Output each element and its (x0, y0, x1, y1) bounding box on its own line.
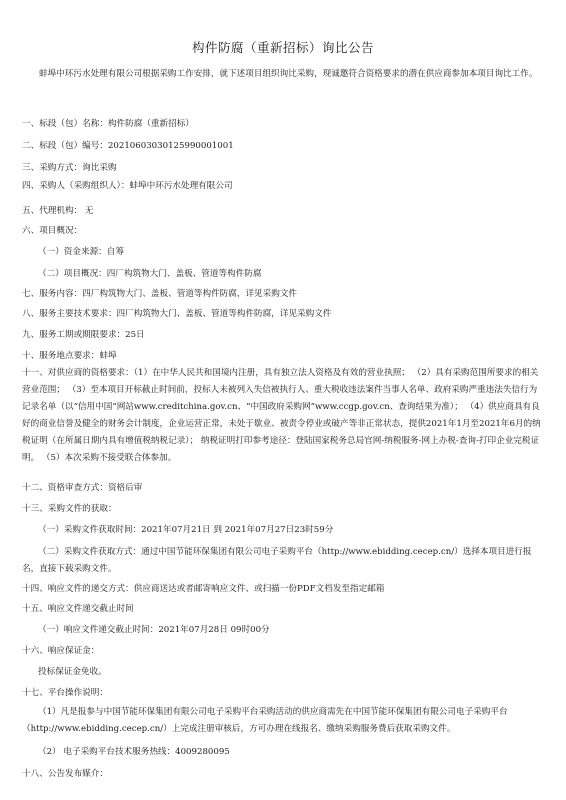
item-agency: 五、代理机构： 无 (22, 206, 94, 216)
item-acquisition-method: （二）采购文件获取方式：通过中国节能环保集团有限公司电子采购平台（http://www.ebidding.cecep.cn/）选择本项目进行报名，直接下载采购文件。 (22, 547, 532, 574)
item-technical-requirements: 八、服务主要技术要求：四厂构筑物大门、盖板、管道等构件防腐，详见采购文件 (22, 309, 332, 319)
item-platform-registration: （1）凡是报参与中国节能环保集团有限公司电子采购平台采购活动的供应商需先在中国节能环保集团有限公司电子采购平台（http://www.ebidding.cecep.cn/）上完成注册审核后，方可办理在线报名、缴纳采购服务费后获取采购文件。 (22, 707, 508, 734)
item-service-period: 九、服务工期或期限要求：25日 (22, 330, 145, 340)
item-service-location: 十、服务地点要求：蚌埠 (22, 351, 117, 361)
item-support-hotline: （2） 电子采购平台技术服务热线：4009280095 (38, 747, 230, 757)
item-platform-instructions: 十七、平台操作说明： (22, 688, 108, 698)
item-acquisition-time: （一）采购文件获取时间：2021年07月21日 到 2021年07月27日23时59分 (38, 525, 334, 535)
item-submission-deadline-heading: 十五、响应文件递交截止时间 (22, 604, 134, 614)
item-bid-name: 一、标段（包）名称：构件防腐（重新招标） (22, 119, 194, 129)
item-purchaser: 四、采购人（采购组织人）：蚌埠中环污水处理有限公司 (22, 181, 233, 191)
item-deposit: 十六、响应保证金： (22, 646, 100, 656)
item-publication-media: 十八、公告发布媒介： (22, 769, 108, 779)
item-fund-source: （一）资金来源：自筹 (38, 247, 124, 257)
item-bid-number: 二、标段（包）编号：2021060303012599000100​1 (22, 141, 234, 151)
item-qualification-review: 十二、资格审查方式：资格后审 (22, 483, 143, 493)
item-qualification-requirements: 十一、对供应商的资格要求：（1）在中华人民共和国境内注册，具有独立法人资格及有效的营业执照； （2）具有采购范围所要求的相关营业范围； （3）至本项目开标截止时间前，投标人未被列入失信被执行人、重大税收违法案件当事人名单、政府采购严重违法失信行为记录名单（以“信用中国”网站www.creditchina.gov.cn、“中国政府采购网”www.ccgp.gov.cn、查询结果为准）； （4）供应商具有良好的商业信誉及健全的财务会计制度，企业运营正常，未处于歇业、被责令停业或破产等非正常状态，提供2021年1月至2021年6月的纳税证明（在所属日期内具有增值税纳税记录）； 纳税证明打印参考途径：登陆国家税务总局官网-纳税服务-网上办税-查询-打印企业完税证明。 （5）本次采购不接受联合体参加。 (22, 368, 541, 463)
item-procurement-method: 三、采购方式：询比采购 (22, 163, 117, 173)
item-document-acquisition: 十三、采购文件的获取： (22, 504, 117, 514)
item-deposit-waived: 投标保证金免收。 (38, 667, 107, 677)
item-submission-method: 十四、响应文件的递交方式：供应商送达或者邮寄响应文件、或扫描一份PDF文档发至指定邮箱 (22, 584, 385, 594)
page-title: 构件防腐（重新招标）询比公告 (191, 40, 374, 55)
item-project-overview: 六、项目概况： (22, 226, 83, 236)
item-submission-deadline: （一）响应文件递交截止时间：2021年07月28日 09时00分 (38, 625, 270, 635)
item-service-content: 七、服务内容：四厂构筑物大门、盖板、管道等构件防腐，详见采购文件 (22, 289, 298, 299)
item-project-summary: （二）项目概况：四厂构筑物大门、盖板、管道等构件防腐 (38, 269, 262, 279)
intro-paragraph: 蚌埠中环污水处理有限公司根据采购工作安排，就下述项目组织询比采购，现诚邀符合资格要求的潜在供应商参加本项目询比工作。 (39, 69, 538, 79)
